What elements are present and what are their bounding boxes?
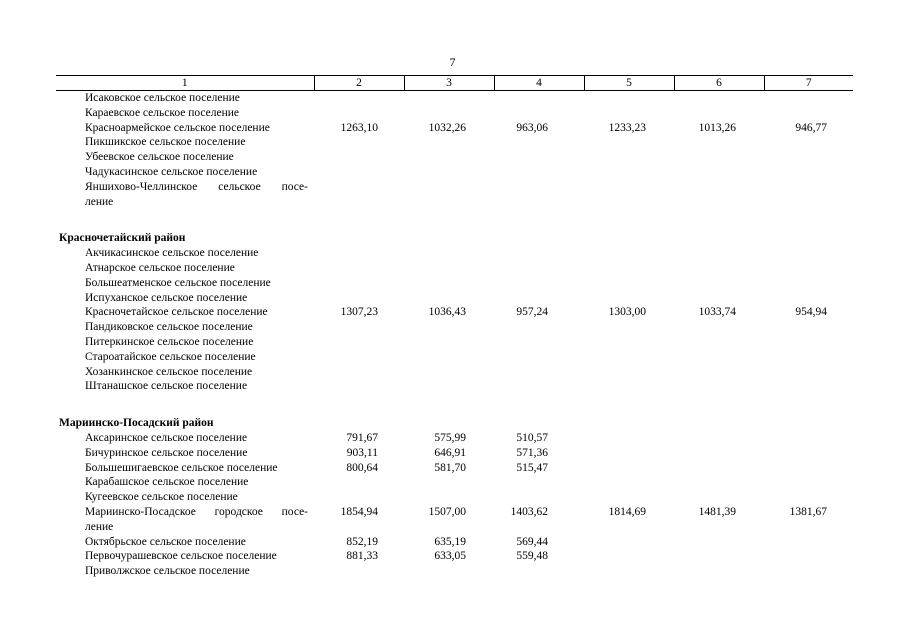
value-cell: 635,19 (434, 535, 466, 548)
settlement-name: Кугеевское сельское поселение (85, 491, 238, 504)
header-col-6: 6 (674, 76, 764, 91)
settlement-name: Красноармейское сельское поселение (85, 121, 270, 134)
settlement-name: Убеевское сельское поселение (85, 151, 234, 164)
table-row (56, 305, 853, 320)
value-cell: 1481,39 (698, 505, 736, 518)
table-row (56, 365, 853, 380)
district-row (56, 416, 853, 431)
header-col-7: 7 (764, 76, 853, 91)
header-col-5: 5 (584, 76, 674, 91)
value-cell: 791,67 (346, 431, 378, 444)
value-cell: 1303,00 (608, 306, 646, 319)
settlement-name: Штанашское сельское поселение (85, 380, 248, 393)
page-number: 7 (449, 55, 456, 69)
value-cell: 510,57 (516, 431, 548, 444)
tariff-table (56, 75, 853, 579)
settlement-name: Чадукасинское сельское поселение (85, 165, 258, 178)
value-cell: 1263,10 (340, 121, 378, 134)
value-cell: 963,06 (516, 121, 548, 134)
table-row (56, 195, 853, 210)
district-row (56, 231, 853, 246)
value-cell: 571,36 (516, 446, 548, 459)
value-cell: 1013,26 (698, 121, 736, 134)
settlement-name: Мариинско-Посадское городское посе- (85, 505, 308, 518)
value-cell: 515,47 (516, 461, 548, 474)
table-row (56, 180, 853, 195)
settlement-name: Октябрьское сельское поселение (85, 535, 246, 548)
settlement-name: Большеатменское сельское поселение (85, 276, 271, 289)
table-row (56, 461, 853, 476)
table-row (56, 431, 853, 446)
table-row (56, 520, 853, 535)
value-cell: 575,99 (434, 431, 466, 444)
value-cell: 852,19 (346, 535, 378, 548)
table-row (56, 121, 853, 136)
settlement-name-cont: ление (85, 195, 114, 208)
settlement-name: Караевское сельское поселение (85, 106, 240, 119)
table-row (56, 564, 853, 579)
settlement-name-cont: ление (85, 520, 114, 533)
table-row (56, 320, 853, 335)
settlement-name: Аксаринское сельское поселение (85, 431, 248, 444)
settlement-name: Первочурашевское сельское поселение (85, 550, 277, 563)
settlement-name: Пикшикское сельское поселение (85, 136, 246, 149)
table-row (56, 490, 853, 505)
settlement-name: Акчикасинское сельское поселение (85, 247, 259, 260)
value-cell: 1814,69 (608, 505, 646, 518)
header-col-1: 1 (56, 76, 314, 91)
value-cell: 581,70 (434, 461, 466, 474)
value-cell: 569,44 (516, 535, 548, 548)
table-row (56, 261, 853, 276)
value-cell: 1032,26 (428, 121, 466, 134)
settlement-name: Исаковское сельское поселение (85, 92, 240, 104)
table-row (56, 106, 853, 121)
table-row (56, 379, 853, 394)
value-cell: 559,48 (516, 550, 548, 563)
table-row (56, 246, 853, 261)
table-row (56, 446, 853, 461)
table-row (56, 350, 853, 365)
value-cell: 646,91 (434, 446, 466, 459)
settlement-name: Карабашское сельское поселение (85, 476, 249, 489)
table-row (56, 135, 853, 150)
header-col-4: 4 (494, 76, 584, 91)
table-row (56, 165, 853, 180)
value-cell: 1403,62 (510, 505, 548, 518)
table-row (56, 276, 853, 291)
settlement-name: Питеркинское сельское поселение (85, 335, 254, 348)
table-header (56, 76, 853, 91)
value-cell: 1854,94 (340, 505, 378, 518)
district-title: Красночетайский район (59, 232, 186, 245)
value-cell: 800,64 (346, 461, 378, 474)
table-row (56, 475, 853, 490)
value-cell: 954,94 (795, 306, 827, 319)
settlement-name: Яншихово-Челлинское сельское посе- (85, 180, 308, 193)
settlement-name: Староатайское сельское поселение (85, 350, 256, 363)
table-row (56, 535, 853, 550)
table-row (56, 335, 853, 350)
header-col-2: 2 (314, 76, 404, 91)
settlement-name: Бичуринское сельское поселение (85, 446, 248, 459)
table-row (56, 150, 853, 165)
table-row (56, 91, 853, 106)
settlement-name: Испуханское сельское поселение (85, 291, 248, 304)
value-cell: 957,24 (516, 306, 548, 319)
settlement-name: Атнарское сельское поселение (85, 261, 235, 274)
value-cell: 1233,23 (608, 121, 646, 134)
district-title: Мариинско-Посадский район (59, 417, 214, 430)
value-cell: 1036,43 (428, 306, 466, 319)
table-row (56, 549, 853, 564)
table-row (56, 505, 853, 520)
value-cell: 946,77 (795, 121, 827, 134)
settlement-name: Пандиковское сельское поселение (85, 321, 253, 334)
settlement-name: Хозанкинское сельское поселение (85, 365, 253, 378)
value-cell: 1381,67 (789, 505, 827, 518)
value-cell: 1033,74 (698, 306, 736, 319)
value-cell: 903,11 (346, 446, 378, 459)
value-cell: 881,33 (346, 550, 378, 563)
value-cell: 1507,00 (428, 505, 466, 518)
settlement-name: Большешигаевское сельское поселение (85, 461, 278, 474)
value-cell: 633,05 (434, 550, 466, 563)
header-col-3: 3 (404, 76, 494, 91)
settlement-name: Приволжское сельское поселение (85, 565, 250, 578)
value-cell: 1307,23 (340, 306, 378, 319)
settlement-name: Красночетайское сельское поселение (85, 306, 268, 319)
table-row (56, 291, 853, 306)
